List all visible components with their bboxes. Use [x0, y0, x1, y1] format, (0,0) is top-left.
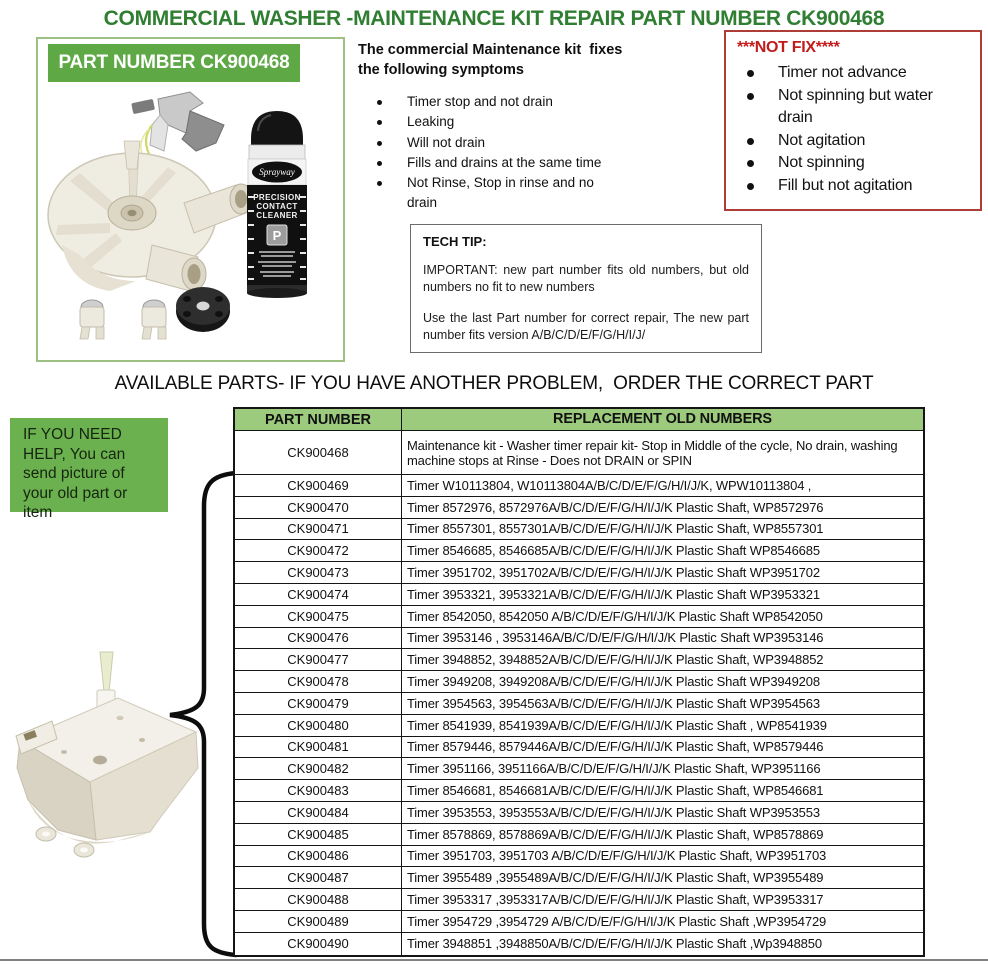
- table-row: [235, 933, 923, 955]
- not-fix-item: [726, 130, 980, 153]
- not-fix-list: [726, 62, 980, 197]
- symptom-item: [358, 133, 608, 153]
- table-row: [235, 889, 923, 911]
- part-number-cell: CK900469: [235, 475, 402, 496]
- part-number-cell: CK900480: [235, 715, 402, 736]
- not-fix-item: [726, 62, 980, 85]
- table-row: [235, 584, 923, 606]
- tech-tip-title: TECH TIP:: [423, 234, 487, 249]
- spray-can-brand-text: Sprayway: [259, 167, 295, 177]
- part-number-cell: CK900489: [235, 911, 402, 932]
- pump-clip-image: [131, 92, 224, 161]
- not-fix-item-text: Timer not advance: [778, 64, 907, 81]
- table-header-row: [235, 409, 923, 431]
- part-number-cell: CK900483: [235, 780, 402, 801]
- symptoms-heading-line2: the following symptoms: [358, 62, 524, 78]
- part-number-cell: CK900470: [235, 497, 402, 518]
- replacement-numbers-cell: Timer 8579446, 8579446A/B/C/D/E/F/G/H/I/J/K Plastic Shaft, WP8579446: [407, 739, 824, 755]
- replacement-numbers-cell: Timer 3953321, 3953321A/B/C/D/E/F/G/H/I/J/K Plastic Shaft WP3953321: [407, 586, 820, 602]
- spray-can-image: [247, 111, 307, 298]
- replacement-numbers-cell: Timer 3948851 ,3948850A/B/C/D/E/F/G/H/I/J/K Plastic Shaft ,Wp3948850: [407, 936, 822, 952]
- bullet-icon: [377, 181, 382, 186]
- table-row: [235, 540, 923, 562]
- symptom-item-text: Not Rinse, Stop in rinse and no drain: [407, 175, 594, 211]
- brace-connector: [158, 462, 242, 962]
- replacement-numbers-cell: Timer 3953146 , 3953146A/B/C/D/E/F/G/H/I/J/K Plastic Shaft WP3953146: [407, 630, 824, 646]
- symptom-item: [358, 173, 608, 214]
- not-fix-item-text: Not agitation: [778, 131, 866, 149]
- symptom-item-text: Leaking: [407, 114, 455, 130]
- table-row: [235, 867, 923, 889]
- not-fix-item-text: Not spinning: [778, 154, 865, 171]
- part-number-cell: CK900487: [235, 867, 402, 888]
- bullet-icon: [377, 100, 382, 105]
- table-row: [235, 431, 923, 475]
- symptoms-heading-line1: The commercial Maintenance kit fixes: [358, 42, 623, 58]
- part-number-header: PART NUMBER: [235, 409, 402, 430]
- replacement-numbers-cell: Timer 3948852, 3948852A/B/C/D/E/F/G/H/I/J/K Plastic Shaft, WP3948852: [407, 652, 824, 668]
- bullet-icon: [747, 93, 754, 100]
- not-fix-item: [726, 85, 980, 130]
- spray-can-label-line2: CONTACT: [256, 202, 298, 211]
- bullet-icon: [377, 161, 382, 166]
- bottom-divider: [0, 959, 988, 961]
- replacement-numbers-cell: Timer 3953553, 3953553A/B/C/D/E/F/G/H/I/J/K Plastic Shaft WP3953553: [407, 804, 820, 820]
- table-row: [235, 475, 923, 497]
- part-number-cell: CK900471: [235, 519, 402, 540]
- part-number-cell: CK900482: [235, 758, 402, 779]
- part-number-cell: CK900473: [235, 562, 402, 583]
- symptom-item: [358, 112, 608, 132]
- replacement-numbers-cell: Timer 3954563, 3954563A/B/C/D/E/F/G/H/I/J/K Plastic Shaft WP3954563: [407, 695, 820, 711]
- replacement-numbers-cell: Timer 3949208, 3949208A/B/C/D/E/F/G/H/I/J/K Plastic Shaft WP3949208: [407, 674, 820, 690]
- not-fix-item: [726, 152, 980, 175]
- part-number-cell: CK900477: [235, 649, 402, 670]
- table-row: [235, 911, 923, 933]
- spray-can-label-line3: CLEANER: [256, 211, 298, 220]
- part-number-cell: CK900484: [235, 802, 402, 823]
- symptom-item-text: Fills and drains at the same time: [407, 154, 602, 170]
- rubber-coupler-image: [176, 287, 230, 332]
- replacement-numbers-cell: Timer 8578869, 8578869A/B/C/D/E/F/G/H/I/J/K Plastic Shaft, WP8578869: [407, 826, 824, 842]
- replacement-numbers-cell: Timer 3951703, 3951703 A/B/C/D/E/F/G/H/I/J/K Plastic Shaft, WP3951703: [407, 848, 827, 864]
- table-row: [235, 606, 923, 628]
- replacement-numbers-cell: Timer 8541939, 8541939A/B/C/D/E/F/G/H/I/J/K Plastic Shaft , WP8541939: [407, 717, 827, 733]
- bullet-icon: [747, 160, 754, 167]
- part-number-cell: CK900485: [235, 824, 402, 845]
- tech-tip-paragraph-2: Use the last Part number for correct repair, The new part number fits version A/B/C/D/E/F/G/H/I/J/: [423, 311, 749, 342]
- replacement-numbers-cell: Timer 3954729 ,3954729 A/B/C/D/E/F/G/H/I/J/K Plastic Shaft ,WP3954729: [407, 913, 827, 929]
- table-row: [235, 802, 923, 824]
- part-number-cell: CK900486: [235, 846, 402, 867]
- not-fix-item: [726, 175, 980, 198]
- not-fix-title: ***NOT FIX****: [737, 39, 840, 56]
- table-row: [235, 497, 923, 519]
- part-number-cell: CK900468: [235, 431, 402, 474]
- symptom-item: [358, 153, 608, 173]
- symptom-item: [358, 92, 608, 112]
- part-number-cell: CK900490: [235, 933, 402, 955]
- part-number-cell: CK900474: [235, 584, 402, 605]
- tech-tip-paragraph-1: IMPORTANT: new part number fits old numbers, but old numbers no fit to new numbers: [423, 263, 749, 294]
- table-row: [235, 519, 923, 541]
- help-note: IF YOU NEED HELP, You can send picture of your old part or item: [10, 418, 168, 512]
- table-row: [235, 671, 923, 693]
- part-number-cell: CK900488: [235, 889, 402, 910]
- replacement-numbers-cell: Timer 8546681, 8546681A/B/C/D/E/F/G/H/I/J/K Plastic Shaft, WP8546681: [407, 783, 824, 799]
- spray-can-label-line1: PRECISION: [253, 193, 301, 202]
- part-number-cell: CK900479: [235, 693, 402, 714]
- bullet-icon: [747, 70, 754, 77]
- replacement-numbers-cell: Timer 8542050, 8542050 A/B/C/D/E/F/G/H/I/J/K Plastic Shaft WP8542050: [407, 608, 823, 624]
- tech-tip-panel: [410, 224, 762, 353]
- part-number-cell: CK900475: [235, 606, 402, 627]
- bullet-icon: [747, 183, 754, 190]
- not-fix-item-text: Not spinning but water drain: [778, 86, 933, 126]
- table-row: [235, 628, 923, 650]
- symptoms-list: [358, 92, 608, 214]
- bullet-icon: [377, 120, 382, 125]
- replacement-numbers-cell: Timer 3951702, 3951702A/B/C/D/E/F/G/H/I/J/K Plastic Shaft WP3951702: [407, 565, 820, 581]
- part-number-cell: CK900472: [235, 540, 402, 561]
- symptom-item-text: Will not drain: [407, 134, 486, 150]
- not-fix-panel: [724, 30, 982, 211]
- table-row: [235, 562, 923, 584]
- table-row: [235, 824, 923, 846]
- replacement-numbers-header: REPLACEMENT OLD NUMBERS: [553, 411, 772, 427]
- not-fix-item-text: Fill but not agitation: [778, 176, 913, 194]
- bullet-icon: [747, 138, 754, 145]
- replacement-numbers-cell: Timer 8557301, 8557301A/B/C/D/E/F/G/H/I/J/K Plastic Shaft, WP8557301: [407, 521, 824, 537]
- agitator-dogs-image: [80, 300, 166, 339]
- replacement-numbers-cell: Timer 8546685, 8546685A/B/C/D/E/F/G/H/I/J/K Plastic Shaft WP8546685: [407, 543, 820, 559]
- symptoms-heading: [358, 40, 622, 80]
- replacement-numbers-cell: Timer W10113804, W10113804A/B/C/D/E/F/G/H/I/J/K, WPW10113804 ,: [407, 477, 812, 493]
- table-row: [235, 715, 923, 737]
- part-number-banner: PART NUMBER CK900468: [48, 44, 300, 82]
- replacement-numbers-cell: Timer 3953317 ,3953317A/B/C/D/E/F/G/H/I/J/K Plastic Shaft, WP3953317: [407, 892, 824, 908]
- table-row: [235, 737, 923, 759]
- table-row: [235, 693, 923, 715]
- table-row: [235, 758, 923, 780]
- bullet-icon: [377, 141, 382, 146]
- product-image-panel: [36, 37, 345, 362]
- replacement-numbers-cell: Timer 8572976, 8572976A/B/C/D/E/F/G/H/I/J/K Plastic Shaft, WP8572976: [407, 499, 824, 515]
- table-row: [235, 780, 923, 802]
- replacement-numbers-cell: Timer 3951166, 3951166A/B/C/D/E/F/G/H/I/J/K Plastic Shaft, WP3951166: [407, 761, 821, 777]
- parts-table: [233, 407, 925, 957]
- replacement-numbers-cell: Timer 3955489 ,3955489A/B/C/D/E/F/G/H/I/J/K Plastic Shaft, WP3955489: [407, 870, 824, 886]
- part-number-cell: CK900476: [235, 628, 402, 649]
- part-number-cell: CK900481: [235, 737, 402, 758]
- symptom-item-text: Timer stop and not drain: [407, 94, 553, 109]
- replacement-numbers-cell: Maintenance kit - Washer timer repair kit- Stop in Middle of the cycle, No drain, washing machine stops at Rinse - Does not DRAIN or SPIN: [407, 437, 898, 468]
- available-parts-heading: AVAILABLE PARTS- IF YOU HAVE ANOTHER PROBLEM, ORDER THE CORRECT PART: [114, 373, 874, 394]
- part-number-cell: CK900478: [235, 671, 402, 692]
- washer-pump-image: [48, 141, 252, 291]
- parts-table-body: [235, 431, 923, 955]
- maintenance-kit-image: [40, 85, 341, 356]
- table-row: [235, 846, 923, 868]
- table-row: [235, 649, 923, 671]
- spray-can-letter: P: [272, 228, 282, 243]
- page-title: COMMERCIAL WASHER -MAINTENANCE KIT REPAIR PART NUMBER CK900468: [103, 7, 885, 30]
